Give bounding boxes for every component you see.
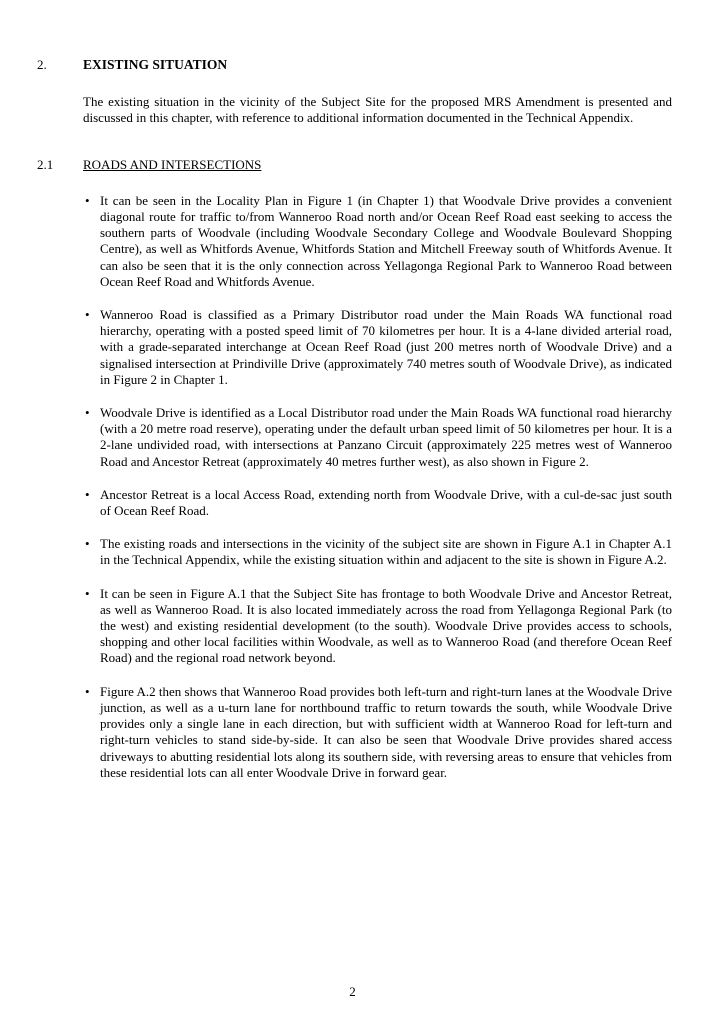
bullet-item-locality-plan: • It can be seen in the Locality Plan in Figure 1 (in Chapter 1) that Woodvale Drive provides a convenient diagonal route for traffic to/from Wanneroo Road north and/or Ocean Reef Road east seeking to access the southern parts of Woodvale (including Woodvale Secondary College and Woodvale Boulevard Shopping Centre), as well as Whitfords Avenue, Whitfords Station and Mitchell Freeway south of Whitfords Avenue. It can also be seen that it is the only connection across Yellagonga Regional Park to Wanneroo Road between Ocean Reef Road and Whitfords Avenue.	[83, 193, 672, 290]
bullet-item-wanneroo-road: • Wanneroo Road is classified as a Primary Distributor road under the Main Roads WA functional road hierarchy, operating with a posted speed limit of 70 kilometres per hour. It is a 4-lane divided arterial road, with a grade-separated interchange at Ocean Reef Road (just 200 metres north of Woodvale Drive) and a signalised intersection at Prindiville Drive (approximately 740 metres south of Woodvale Drive), as indicated in Figure 2 in Chapter 1.	[83, 307, 672, 388]
section-heading-existing-situation	[37, 57, 672, 73]
section-heading-roads-and-intersections	[37, 157, 672, 173]
bullet-item-existing-roads: • The existing roads and intersections in the vicinity of the subject site are shown in Figure A.1 in Chapter A.1 in the Technical Appendix, while the existing situation within and adjacent to the site is shown in Figure A.2.	[83, 536, 672, 568]
bullet-list	[37, 193, 672, 781]
page-number: 2	[349, 983, 356, 999]
bullet-item-subject-site-frontage: • It can be seen in Figure A.1 that the Subject Site has frontage to both Woodvale Drive and Ancestor Retreat, as well as Wanneroo Road. It is also located immediately across the road from Yellagonga Regional Park (to the west) and existing residential development (to the south). Woodvale Drive provides access to schools, shopping and other local facilities within Woodvale, as well as to Wanneroo Road (and therefore Ocean Reef Road) and the regional road network beyond.	[83, 586, 672, 667]
subsection-title: ROADS AND INTERSECTIONS	[83, 156, 262, 172]
section-title: EXISTING SITUATION	[83, 57, 228, 72]
subsection-number: 2.1	[37, 156, 54, 172]
bullet-item-woodvale-drive: • Woodvale Drive is identified as a Local Distributor road under the Main Roads WA functional road hierarchy (with a 20 metre road reserve), operating under the default urban speed limit of 50 kilometres per hour. It is a 2-lane undivided road, with intersections at Panzano Circuit (approximately 225 metres west of Wanneroo Road and Ancestor Retreat (approximately 40 metres further west), as also shown in Figure 2.	[83, 405, 672, 470]
bullet-item-ancestor-retreat: • Ancestor Retreat is a local Access Road, extending north from Woodvale Drive, with a cul-de-sac just south of Ocean Reef Road.	[83, 487, 672, 519]
section-number: 2.	[37, 57, 47, 72]
bullet-item-figure-a2-lanes: • Figure A.2 then shows that Wanneroo Road provides both left-turn and right-turn lanes at the Woodvale Drive junction, as well as a u-turn lane for northbound traffic to return towards the south, while Woodvale Drive provides only a single lane in each direction, but with sufficient width at Wanneroo Road for left-turn and right-turn vehicles to stand side-by-side. It can also be seen that Woodvale Drive provides shared access driveways to abutting residential lots along its southern side, with reversing areas to ensure that vehicles from these residential lots can all enter Woodvale Drive in forward gear.	[83, 684, 672, 781]
intro-paragraph: The existing situation in the vicinity of the Subject Site for the proposed MRS Amendment is presented and discussed in this chapter, with reference to additional information documented in the Technical Appendix.	[83, 94, 672, 126]
